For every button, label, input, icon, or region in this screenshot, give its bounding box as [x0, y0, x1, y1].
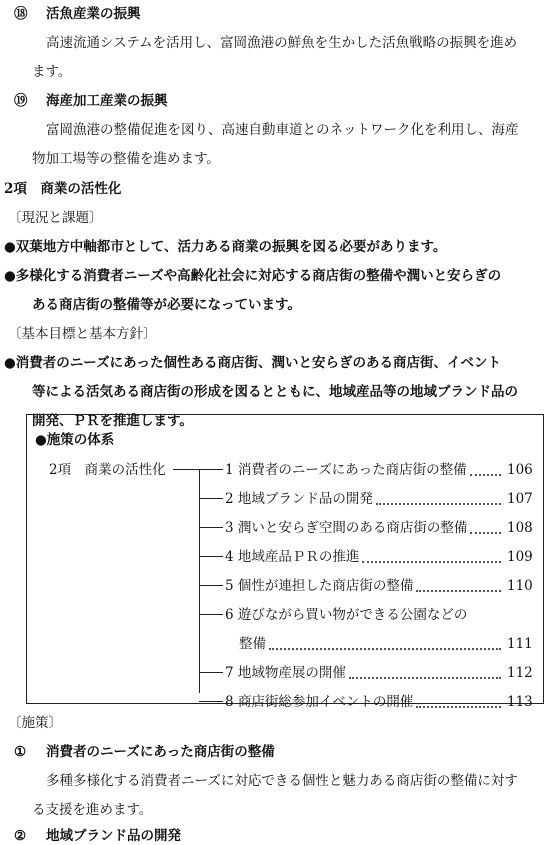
goal-bullet-line-1: ●消費者のニーズにあった個性ある商店街、潤いと安らぎのある商店街、イベント [4, 355, 501, 371]
policy-item-page-number: 112 [507, 665, 533, 681]
goal-bullet-line-2: 等による活気ある商店街の形成を図るとともに、地域産品等の地域ブランド品の [32, 384, 518, 400]
measure-1-title: 消費者のニーズにあった商店街の整備 [46, 744, 275, 760]
tree-branch [199, 672, 223, 673]
current-bullet-2-line-1: ●多様化する消費者ニーズや高齢化社会に対応する商店街の整備や潤いと安らぎの [4, 268, 502, 284]
dotted-leader [362, 561, 501, 563]
goal-bullet-line-3: 開発、ＰＲを推進します。 [32, 413, 193, 429]
policy-item-label: 3 潤いと安らぎ空間のある商店街の整備 [225, 520, 468, 536]
tree-branch [199, 701, 223, 702]
tree-root-connector [173, 469, 199, 470]
measure-1-number: ① [14, 744, 27, 760]
tree-branch [199, 498, 223, 499]
measure-2-number: ② [14, 828, 27, 844]
measure-1-body-line-2: る支援を進めます。 [32, 802, 153, 818]
policy-item-label: 4 地域産品ＰＲの推進 [225, 549, 360, 565]
measure-2-title: 地域ブランド品の開発 [46, 828, 181, 844]
tree-branch [199, 585, 223, 586]
policy-item-label: 8 商店街総参加イベントの開催 [225, 694, 414, 710]
policy-system-title: ●施策の体系 [35, 432, 115, 448]
current-bullet-1-line-1: ●双葉地方中軸都市として、活力ある商業の振興を図る必要があります。 [4, 239, 447, 255]
policy-item-label: 1 消費者のニーズにあった商店街の整備 [225, 462, 467, 478]
measures-label: 〔施策〕 [8, 715, 62, 731]
dotted-leader [470, 532, 501, 534]
dotted-leader [470, 474, 501, 476]
tree-vertical-line [199, 469, 200, 693]
policy-item-label: 7 地域物産展の開催 [225, 665, 346, 681]
dotted-leader [349, 677, 501, 679]
dotted-leader [416, 590, 501, 592]
policy-item-label: 2 地域ブランド品の開発 [225, 491, 373, 507]
policy-system-root: 2項 商業の活性化 [49, 462, 166, 478]
measure-1-body-line-1: 多種多様化する消費者ニーズに対応できる個性と魅力ある商店街の整備に対す [46, 773, 518, 789]
item-18-title: 活魚産業の振興 [46, 6, 141, 22]
dotted-leader [416, 706, 501, 708]
policy-item-page-number: 107 [507, 491, 533, 507]
section-heading: 2項 商業の活性化 [4, 181, 122, 197]
policy-item-label: 6 遊びながら買い物ができる公園などの [225, 607, 468, 623]
item-19-body-line-1: 富岡漁港の整備促進を図り、高速自動車道とのネットワーク化を利用し、海産 [46, 122, 519, 138]
item-19-title: 海産加工産業の振興 [46, 93, 168, 109]
policy-system-box [26, 414, 544, 710]
tree-branch [199, 614, 223, 615]
tree-branch [199, 469, 223, 470]
current-bullet-2-line-2: ある商店街の整備等が必要になっています。 [32, 297, 301, 313]
policy-item-page-number: 109 [507, 549, 533, 565]
policy-item-page-number: 113 [507, 694, 533, 710]
tree-branch [199, 527, 223, 528]
current-situation-label: 〔現況と課題〕 [8, 210, 103, 226]
policy-item-page-number: 108 [507, 520, 533, 536]
item-18-number: ⑱ [14, 6, 28, 22]
item-19-body-line-2: 物加工場等の整備を進めます。 [32, 151, 220, 167]
goal-label: 〔基本目標と基本方針〕 [8, 326, 157, 342]
item-18-body-line-2: ます。 [32, 64, 72, 80]
item-18-body-line-1: 高速流通システムを活用し、富岡漁港の鮮魚を生かした活魚戦略の振興を進め [46, 35, 518, 51]
tree-branch [199, 556, 223, 557]
policy-item-label: 5 個性が連担した商店街の整備 [225, 578, 414, 594]
policy-item-page-number: 110 [507, 578, 533, 594]
policy-item-page-number: 106 [507, 462, 533, 478]
policy-item-label-continued: 整備 [239, 636, 266, 652]
dotted-leader [376, 503, 501, 505]
policy-item-page-number: 111 [507, 636, 533, 652]
item-19-number: ⑲ [14, 93, 28, 109]
dotted-leader [269, 648, 501, 650]
